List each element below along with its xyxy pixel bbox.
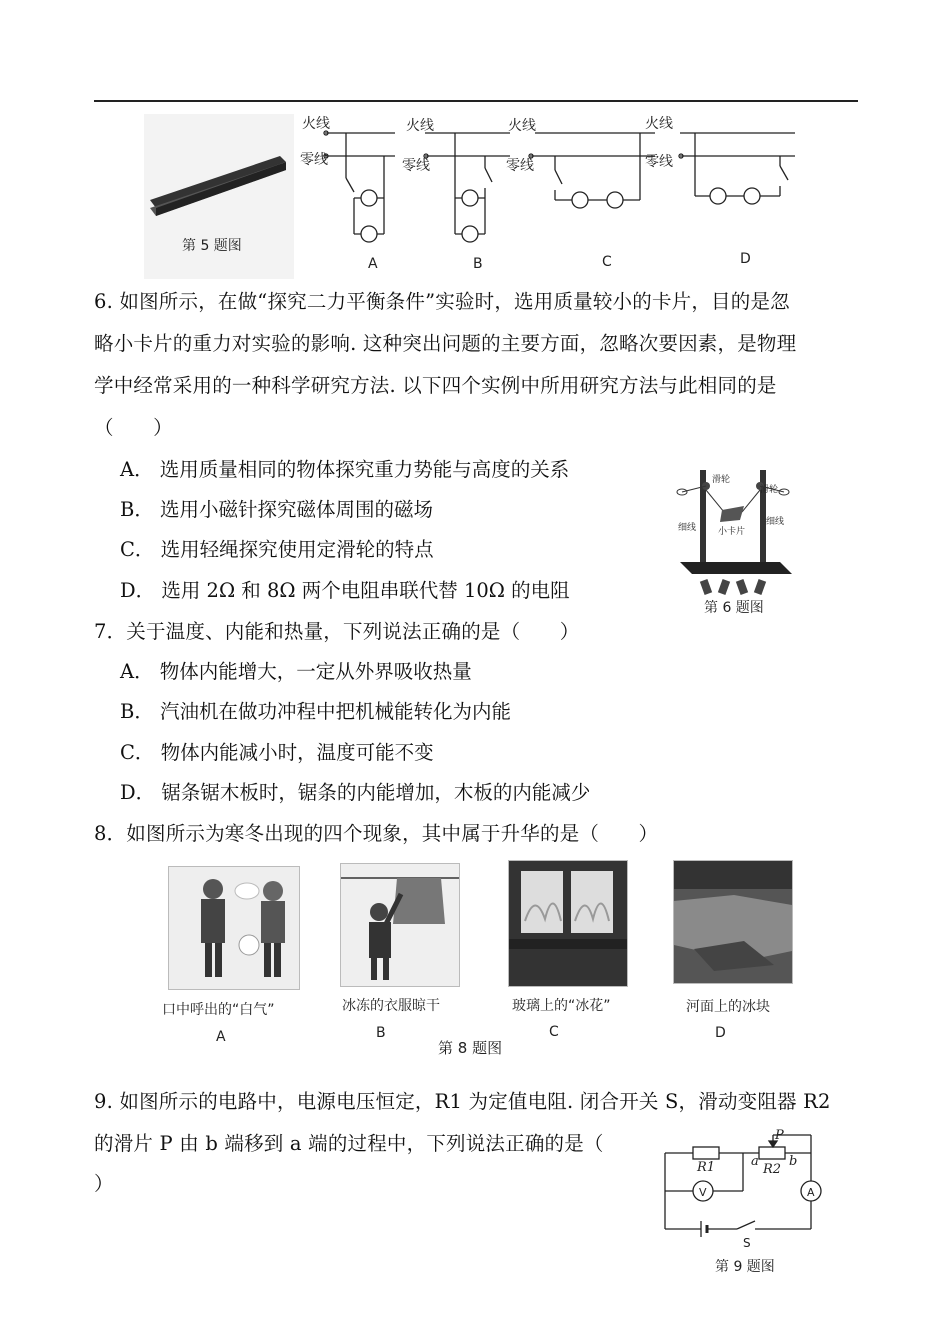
q7-option-a: A． 物体内能增大，一定从外界吸收热量 (120, 660, 472, 683)
picture-a (168, 866, 300, 990)
circuit-d (679, 133, 795, 204)
figure-5 (140, 108, 805, 283)
fig6-pulley-right: 滑轮 (760, 485, 779, 495)
q7-option-b: B． 汽油机在做功冲程中把机械能转化为内能 (120, 700, 512, 723)
picture-b-caption: 冰冻的衣服晾干 (342, 998, 440, 1014)
figure-9 (655, 1125, 835, 1285)
r1-label: R1 (697, 1160, 716, 1175)
picture-d-letter: D (715, 1025, 726, 1041)
picture-b (340, 863, 460, 987)
slider-p-label: P (775, 1128, 784, 1143)
circuit-a (324, 131, 395, 242)
circuit-c (529, 133, 655, 208)
frozen-clothes-icon (341, 864, 459, 986)
r1-resistor (693, 1147, 719, 1159)
picture-a-caption: 口中呼出的“白气” (162, 1002, 275, 1018)
option-b-label: B (473, 256, 483, 272)
option-d-label: D (740, 251, 751, 267)
q7-stem: 7．关于温度、内能和热量，下列说法正确的是（ ） (94, 620, 580, 643)
q6-line-1: 6. 如图所示，在做“探究二力平衡条件”实验时，选用质量较小的卡片，目的是忽 (94, 290, 790, 313)
b-live-label: 火线 (406, 118, 434, 134)
fig8-caption: 第 8 题图 (438, 1039, 503, 1057)
option-c-label: C (602, 254, 612, 270)
r2-rheostat (759, 1147, 785, 1159)
end-a-label: a (751, 1154, 759, 1169)
picture-c (508, 860, 628, 987)
picture-d-caption: 河面上的冰块 (686, 999, 770, 1015)
circuit-b (424, 133, 510, 242)
b-neutral-label: 零线 (402, 158, 430, 174)
q9-line-2: 的滑片 P 由 b 端移到 a 端的过程中，下列说法正确的是（ (94, 1132, 604, 1155)
a-live-label: 火线 (302, 116, 330, 132)
fig9-caption: 第 9 题图 (715, 1259, 775, 1275)
weights-icon (700, 579, 766, 595)
q9-line-3: ） (94, 1172, 114, 1195)
q6-option-b: B． 选用小磁针探究磁体周围的磁场 (120, 498, 434, 521)
d-live-label: 火线 (645, 116, 673, 132)
q7-option-c: C． 物体内能减小时，温度可能不变 (120, 741, 434, 764)
circuit-diagram (655, 1125, 835, 1285)
ice-flower-window-icon (509, 861, 627, 986)
option-a-label: A (368, 256, 378, 272)
river-ice-icon (674, 861, 792, 983)
picture-c-letter: C (549, 1024, 559, 1040)
q9-line-1: 9. 如图所示的电路中，电源电压恒定，R1 为定值电阻. 闭合开关 S，滑动变阻器 R2 (94, 1090, 831, 1113)
r2-label: R2 (763, 1162, 782, 1177)
fig6-pulley-left: 滑轮 (712, 475, 731, 485)
picture-b-letter: B (376, 1025, 386, 1041)
c-live-label: 火线 (508, 118, 536, 134)
figure-8 (148, 858, 803, 1063)
voltmeter-label: V (699, 1186, 707, 1199)
figure-5-drawing (140, 108, 805, 283)
q6-option-c: C． 选用轻绳探究使用定滑轮的特点 (120, 538, 434, 561)
q7-option-d: D． 锯条锯木板时，锯条的内能增加，木板的内能减少 (120, 781, 591, 804)
q8-stem: 8．如图所示为寒冬出现的四个现象，其中属于升华的是（ ） (94, 822, 659, 845)
ammeter-label: A (807, 1186, 815, 1199)
d-neutral-label: 零线 (645, 154, 673, 170)
switch-icon (737, 1221, 755, 1229)
fig5-caption: 第 5 题图 (182, 238, 242, 254)
children-breath-icon (169, 867, 299, 989)
end-b-label: b (789, 1154, 798, 1169)
c-neutral-label: 零线 (506, 158, 534, 174)
figure-6 (668, 462, 798, 620)
fig6-card-label: 小卡片 (718, 527, 746, 537)
fig6-caption: 第 6 题图 (704, 600, 764, 616)
picture-d (673, 860, 793, 984)
q6-line-3: 学中经常采用的一种科学研究方法. 以下四个实例中所用研究方法与此相同的是 (94, 374, 777, 397)
fig6-string-right: 细线 (766, 517, 785, 527)
q6-line-4: （ ） (94, 416, 173, 439)
q6-option-d: D． 选用 2Ω 和 8Ω 两个电阻串联代替 10Ω 的电阻 (120, 579, 570, 602)
picture-a-letter: A (216, 1029, 226, 1045)
q6-line-2: 略小卡片的重力对实验的影响. 这种突出问题的主要方面，忽略次要因素，是物理 (94, 332, 797, 355)
a-neutral-label: 零线 (300, 152, 328, 168)
q6-option-a: A． 选用质量相同的物体探究重力势能与高度的关系 (120, 458, 570, 481)
switch-label: S (743, 1236, 751, 1250)
header-rule (94, 100, 858, 102)
picture-c-caption: 玻璃上的“冰花” (512, 998, 611, 1014)
fig6-string-left: 细线 (678, 523, 697, 533)
